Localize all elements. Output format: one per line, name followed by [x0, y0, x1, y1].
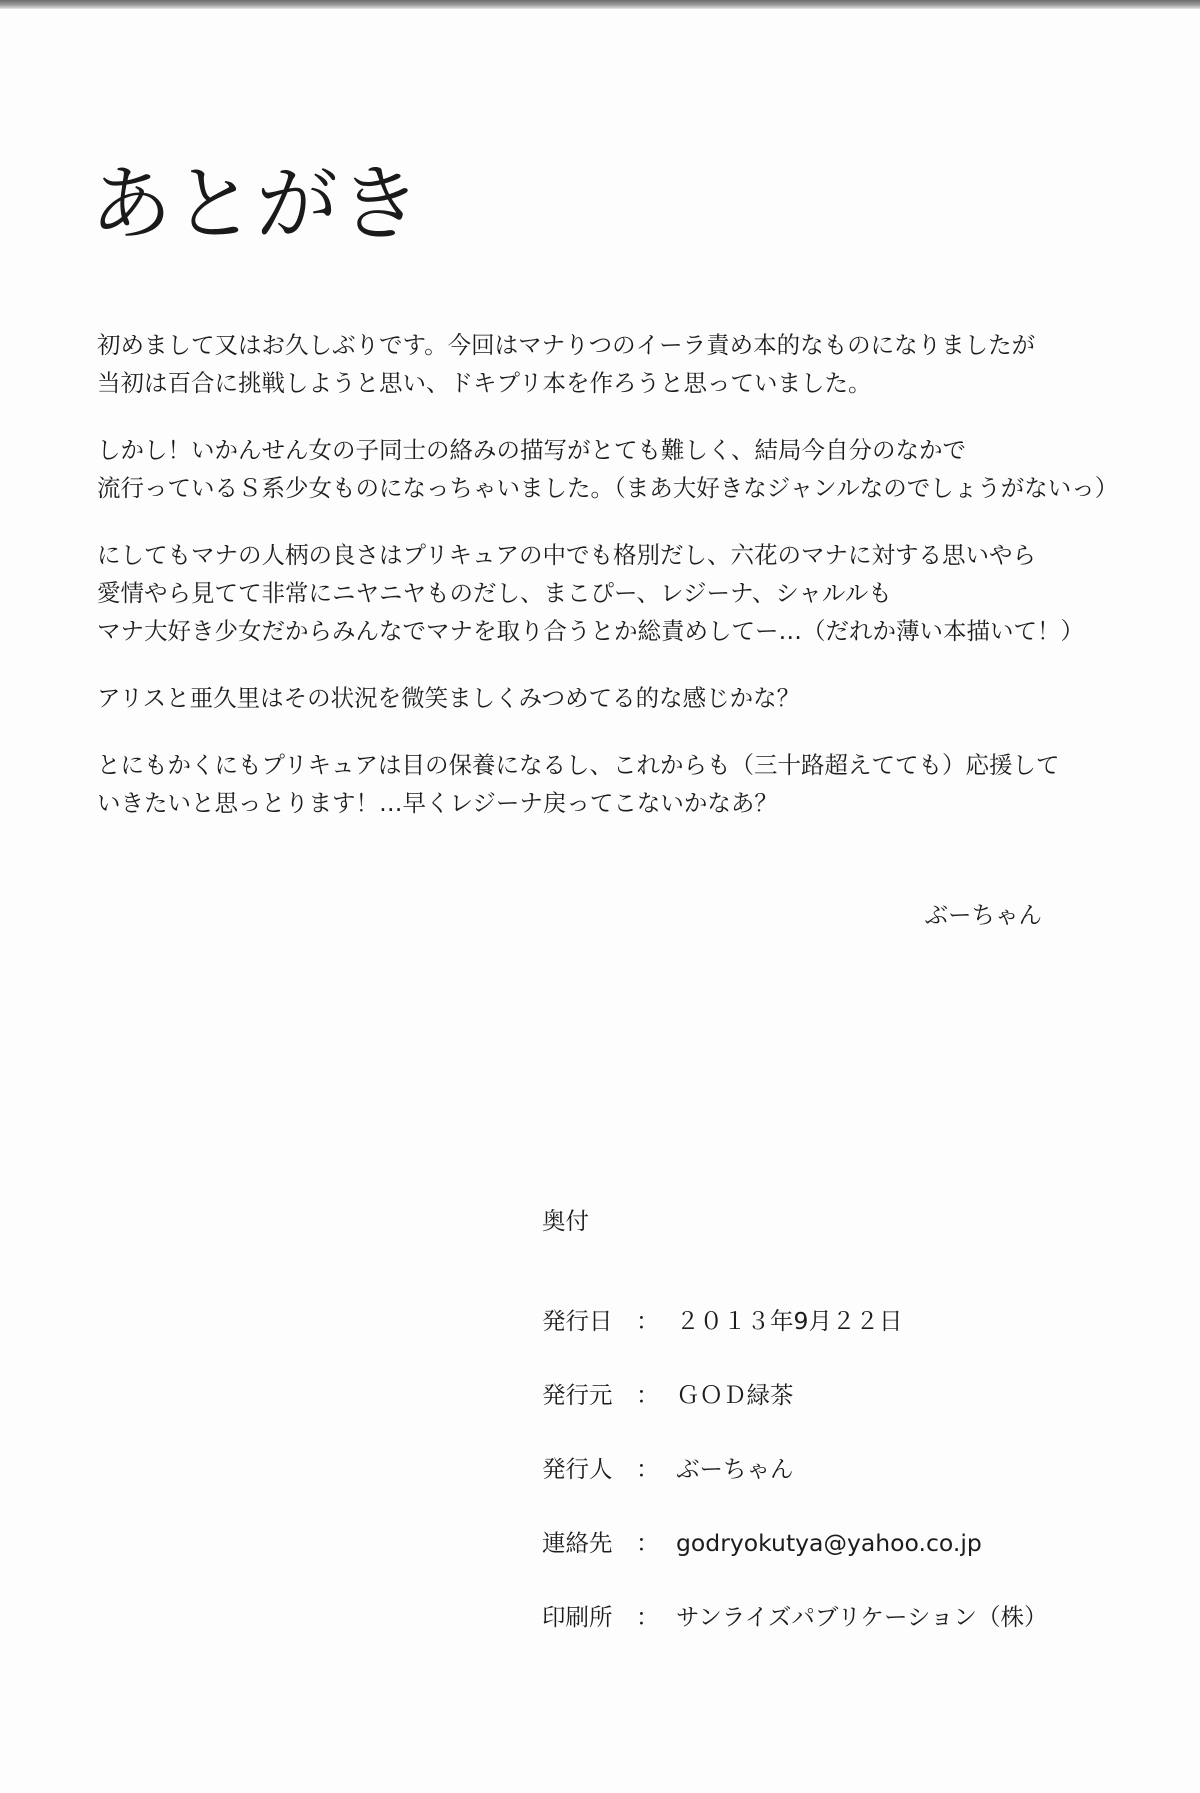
paragraph-line: にしてもマナの人柄の良さはプリキュアの中でも格別だし、六花のマナに対する思いやら	[97, 541, 1037, 569]
paragraph	[97, 326, 1097, 402]
contact-email: godryokutya@yahoo.co.jp	[676, 1529, 982, 1557]
paragraph-line: アリスと亜久里はその状況を微笑ましくみつめてる的な感じかな？	[97, 684, 801, 712]
colophon-separator: ：	[636, 1307, 660, 1335]
paragraph	[97, 746, 1097, 822]
colophon	[542, 1202, 1142, 1631]
paragraph	[97, 679, 1097, 717]
colophon-row-publish-date	[542, 1302, 1142, 1340]
scan-top-edge	[0, 0, 1200, 9]
colophon-separator: ：	[636, 1529, 660, 1557]
paragraph-line: 愛情やら見てて非常にニヤニヤものだし、まこぴー、レジーナ、シャルルも	[97, 579, 892, 607]
colophon-label: 印刷所	[542, 1603, 613, 1631]
colophon-title: 奥付	[542, 1207, 589, 1235]
colophon-row-issuer	[542, 1450, 1142, 1488]
colophon-row-publisher	[542, 1376, 1142, 1414]
paragraph-line: しかし！いかんせん女の子同士の絡みの描写がとても難しく、結局今自分のなかで	[97, 436, 967, 464]
paragraph	[97, 431, 1119, 507]
colophon-value: ２０１３年9月２２日	[676, 1307, 903, 1335]
colophon-value: サンライズパブリケーション（株）	[676, 1603, 1048, 1631]
colophon-separator: ：	[636, 1455, 660, 1483]
colophon-separator: ：	[636, 1381, 660, 1409]
colophon-value: ぶーちゃん	[676, 1455, 794, 1483]
author-signature: ぶーちゃん	[924, 901, 1042, 929]
paragraph-line: 流行っているＳ系少女ものになっちゃいました。（まあ大好きなジャンルなのでしょうがないっ）	[97, 474, 1119, 502]
paragraph	[97, 536, 1097, 650]
colophon-row-contact	[542, 1524, 1142, 1562]
paragraph-line: マナ大好き少女だからみんなでマナを取り合うとか総責めしてー…（だれか薄い本描いて！）	[97, 617, 1084, 645]
paragraph-line: 初めまして又はお久しぶりです。今回はマナりつのイーラ責め本的なものになりましたが	[97, 331, 1036, 359]
colophon-separator: ：	[636, 1603, 660, 1631]
colophon-label: 発行日	[542, 1307, 613, 1335]
colophon-label: 発行元	[542, 1381, 613, 1409]
paragraph-line: いきたいと思っとります！…早くレジーナ戻ってこないかなあ？	[97, 789, 778, 817]
colophon-list	[542, 1302, 1142, 1672]
colophon-label: 発行人	[542, 1455, 613, 1483]
colophon-row-printer	[542, 1598, 1142, 1636]
colophon-label: 連絡先	[542, 1529, 613, 1557]
colophon-value: ＧＯＤ緑茶	[676, 1381, 794, 1409]
page-title: あとがき	[90, 157, 423, 252]
paragraph-line: 当初は百合に挑戦しようと思い、ドキプリ本を作ろうと思っていました。	[97, 369, 872, 397]
paragraph-line: とにもかくにもプリキュアは目の保養になるし、これからも（三十路超えてても）応援して	[97, 751, 1060, 779]
afterword-body	[97, 326, 1119, 851]
